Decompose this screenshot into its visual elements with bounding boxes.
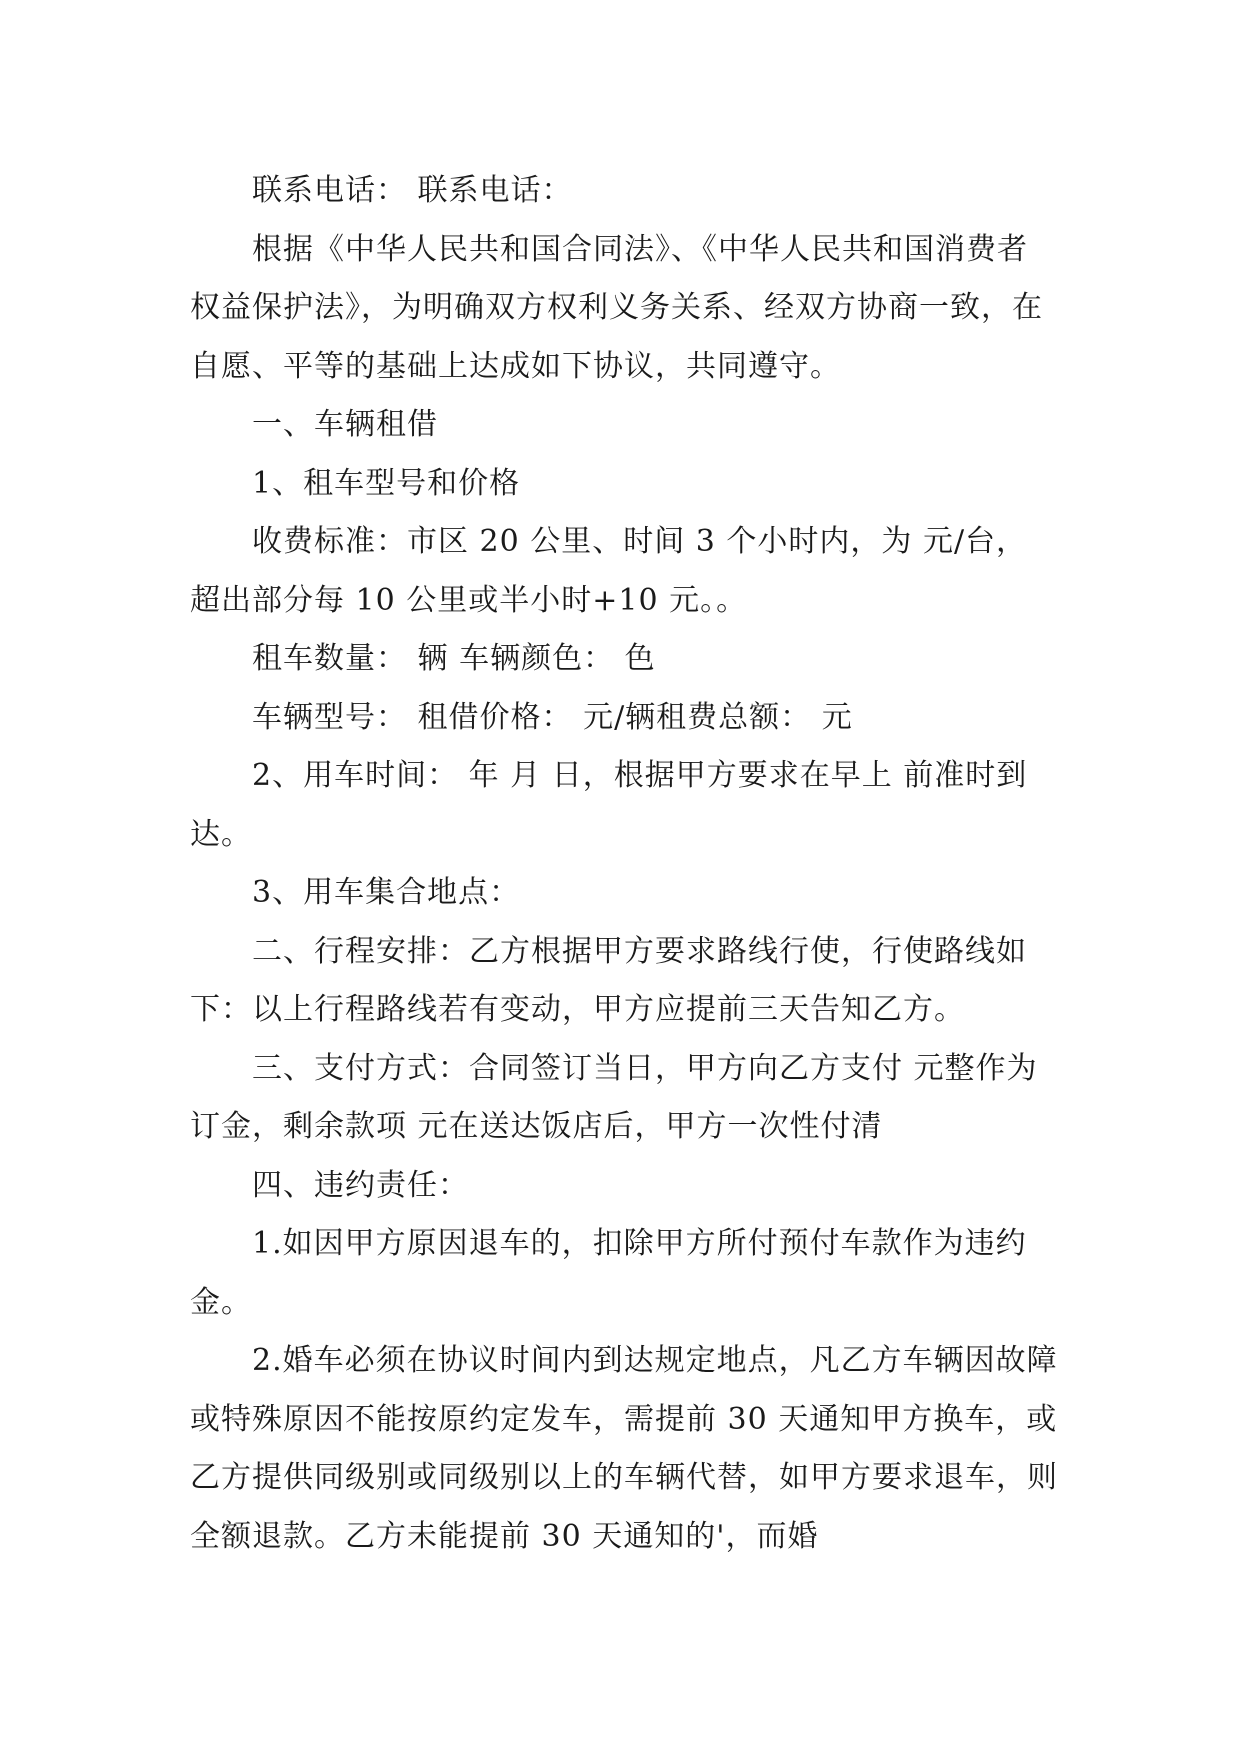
subsection-model-price: 1、租车型号和价格 [252,465,521,501]
payment-method-paragraph: 三、支付方式：合同签订当日，甲方向乙方支付 元整作为订金，剩余款项 元在送达饭店后，甲方一次性付清 [190,1050,1038,1144]
fee-standard-paragraph: 收费标准：市区 20 公里、时间 3 个小时内，为 元/台，超出部分每 10 公里或半小时+10 元。。 [190,524,1028,618]
contact-phone-line: 联系电话： 联系电话： [252,173,573,208]
liability-clause-2: 2.婚车必须在协议时间内到达规定地点，凡乙方车辆因故障或特殊原因不能按原约定发车，需提前 30 天通知甲方换车，或乙方提供同级别或同级别以上的车辆代替，如甲方要求退车，则全额退款。乙方未能提前 30 天通知的'，而婚 [190,1343,1058,1554]
meeting-location-line: 3、用车集合地点： [252,875,521,910]
rental-quantity-line: 租车数量： 辆 车辆颜色： 色 [252,641,656,676]
section-heading-vehicle-rental: 一、车辆租借 [252,407,438,442]
liability-clause-1: 1.如因甲方原因退车的，扣除甲方所付预付车款作为违约金。 [190,1226,1027,1320]
itinerary-paragraph: 二、行程安排：乙方根据甲方要求路线行使，行使路线如下：以上行程路线若有变动，甲方应提前三天告知乙方。 [190,933,1027,1027]
usage-time-paragraph: 2、用车时间： 年 月 日，根据甲方要求在早上 前准时到达。 [190,758,1028,852]
document-body [190,162,1058,1566]
preamble-paragraph: 根据《中华人民共和国合同法》、《中华人民共和国消费者权益保护法》，为明确双方权利义务关系、经双方协商一致，在自愿、平等的基础上达成如下协议，共同遵守。 [190,231,1043,384]
vehicle-model-line: 车辆型号： 租借价格： 元/辆租费总额： 元 [252,699,853,735]
section-heading-liability: 四、违约责任： [252,1167,469,1203]
